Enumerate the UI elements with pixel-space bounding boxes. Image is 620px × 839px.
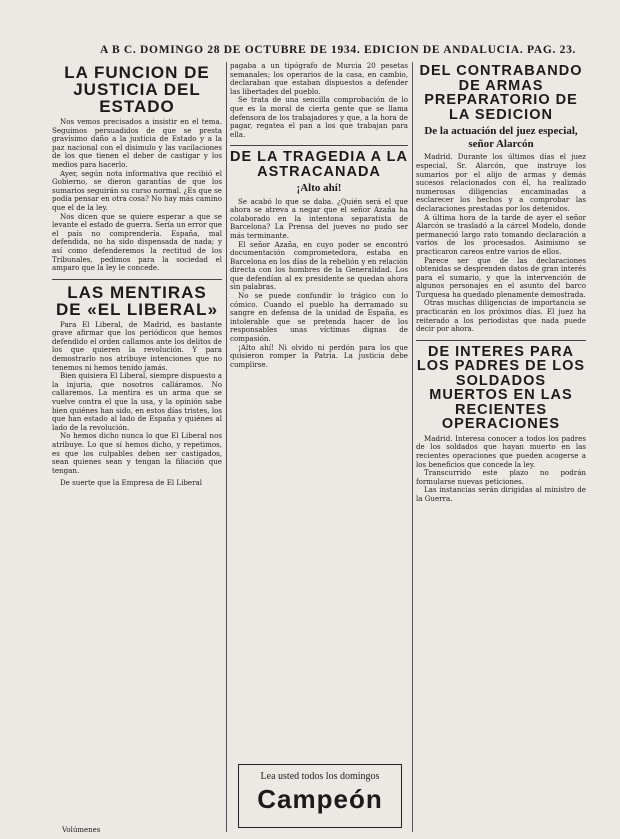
article-continued [230, 62, 408, 139]
article-divider [416, 340, 586, 341]
article-paragraph: Nos dicen que se quiere esperar a que se levante el estado de guerra. Sería un error que el país no comprendería. España, mal defendida, no ha sido dispensada de nada; y así como defenderemos la rectitud de los Tribunales, pedimos para la sociedad el amparo que la ley le concede. [52, 211, 222, 273]
article-paragraph: Madrid. Interesa conocer a todos los padres de los soldados que hayan muerto en las recientes operaciones que pueden acogerse a los beneficios que concede la ley. [416, 433, 586, 469]
article-paragraph: Nos vemos precisados a insistir en el tema. Seguimos persuadidos de que se presta gravísimo daño a la justicia de Estado y a la paz nacional con el disimulo y las vacilaciones de los que tienen el deber de castigar y los medios para hacerlo. [52, 117, 222, 169]
article-padres-soldados [416, 345, 586, 504]
article-funcion-justicia [52, 64, 222, 273]
article-headline: LAS MENTIRAS DE «EL LIBERAL» [55, 282, 219, 319]
article-paragraph: Para El Liberal, de Madrid, es bastante grave afirmar que los periódicos que hemos defendido el orden callamos ante los delitos de los que quieren la revolución. Y para demostrarlo nos atribuye intenciones que no tenemos ni hemos tenido jamás. [52, 319, 222, 372]
article-paragraph: Otras muchas diligencias de importancia se practicarán en los próximos días. El juez ha reiterado a los periodistas que nada puede decir por ahora. [416, 298, 586, 334]
article-mentiras-liberal [52, 284, 222, 488]
page-footer-note: Volúmenes [62, 826, 101, 834]
article-headline: DEL CONTRABANDO DE ARMAS PREPARATORIO DE LA SEDICION [419, 63, 583, 123]
article-paragraph: Ayer, según nota informativa que recibió el Gobierno, se dieron garantías de que los sumarios seguirán su curso normal. ¿Es que se podía pensar en otra cosa? No hay más camino que el de la ley. [52, 168, 222, 212]
article-paragraph: Madrid. Durante los últimos días el juez especial, Sr. Alarcón, que instruye los sumarios por el alijo de armas y demás sucesos relacionados con él, ha realizado numerosas diligencias encaminadas a esclarecer los hechos y a comprobar las declaraciones prestadas por los detenidos. [416, 152, 586, 213]
article-paragraph: No se puede confundir lo trágico con lo cómico. Cuando el pueblo ha derramado su sangre en defensa de la unidad de España, es intolerable que se pretenda hacer de los responsables unas víctimas dignas de compasión. [230, 291, 408, 344]
advertisement-tagline: Lea usted todos los domingos [260, 771, 380, 782]
article-paragraph: Transcurrido este plazo no podrán formularse nuevas peticiones. [416, 468, 586, 486]
article-subhead: ¡Alto ahí! [296, 182, 342, 195]
article-divider [52, 279, 222, 280]
article-subhead: De la actuación del juez especial, señor Alarcón [424, 125, 578, 151]
article-headline: DE LA TRAGEDIA A LA ASTRACANADA [230, 149, 408, 180]
article-paragraph: Se trata de una sencilla comprobación de lo que es la moral de cierta gente que se llama defensora de los trabajadores y que, a la hora de pagar, regatea el pan a los que trabajan para ella. [230, 95, 408, 139]
article-headline: DE INTERES PARA LOS PADRES DE LOS SOLDADOS MUERTOS EN LAS RECIENTES OPERACIONES [416, 343, 586, 433]
article-paragraph: ¡Alto ahí! Ni olvido ni perdón para los que quisieron romper la Patria. La justicia debe cumplirse. [230, 342, 408, 369]
article-paragraph: Parece ser que de las declaraciones obtenidas se desprenden datos de gran interés para el sumario, y que la intervención de algunos personajes en el asunto del barco Turquesa ha quedado plenamente demostrada. [416, 255, 586, 299]
article-paragraph: Las instancias serán dirigidas al ministro de la Guerra. [416, 485, 586, 503]
article-divider [230, 145, 408, 146]
campeon-advertisement [238, 764, 402, 828]
article-paragraph: pagaba a un tipógrafo de Murcia 20 pesetas semanales; los operarios de la casa, en cambio, declaraban que estaban dispuestos a defender las libertades del pueblo. [230, 62, 408, 96]
page-masthead: A B C. DOMINGO 28 DE OCTUBRE DE 1934. EDICION DE ANDALUCIA. PAG. 23. [100, 44, 577, 56]
article-headline: LA FUNCION DE JUSTICIA DEL ESTADO [64, 63, 210, 116]
article-paragraph: Se acabó lo que se daba. ¿Quién será el que ahora se atreva a negar que el señor Azaña ha colaborado en la intentona separatista de Barcelona? La Prensa del jueves no pudo ser más terminante. [230, 196, 408, 240]
column-3 [416, 62, 586, 832]
column-2 [230, 62, 408, 832]
advertisement-brand: Campeón [257, 784, 383, 814]
article-paragraph: No hemos dicho nunca lo que El Liberal nos atribuye. Lo que sí hemos dicho, y repetimos, es que los culpables deben ser castigados, sean quienes sean y tengan la filiación que tengan. [52, 431, 222, 475]
column-rule-left [226, 62, 227, 832]
article-paragraph: A última hora de la tarde de ayer el señor Alarcón se trasladó a la cárcel Modelo, donde permaneció largo rato tomando declaración a varios de los procesados. Asimismo se practicaron careos entre varios de ellos. [416, 212, 586, 256]
article-continuation: De suerte que la Empresa de El Liberal [60, 478, 203, 488]
article-tragedia-astracanada [230, 150, 408, 369]
article-paragraph: El señor Azaña, en cuyo poder se encontró documentación comprometedora, estaba en Barcelona en los días de la rebelión y en relación directa con los hombres de la Generalidad. Los que defendían al ex presidente se quedan ahora sin palabras. [230, 239, 408, 292]
column-1 [52, 62, 222, 832]
article-contrabando-armas [416, 64, 586, 334]
article-paragraph: Bien quisiera El Liberal, siempre dispuesto a la injuria, que nosotros calláramos. No callaremos. La mentira es un arma que se vuelve contra el que la usa, y la opinión sabe bien quiénes han sido, en estos días tristes, los que han estado al lado de España y quiénes al lado de la revolución. [52, 371, 222, 432]
column-rule-right [412, 62, 413, 832]
